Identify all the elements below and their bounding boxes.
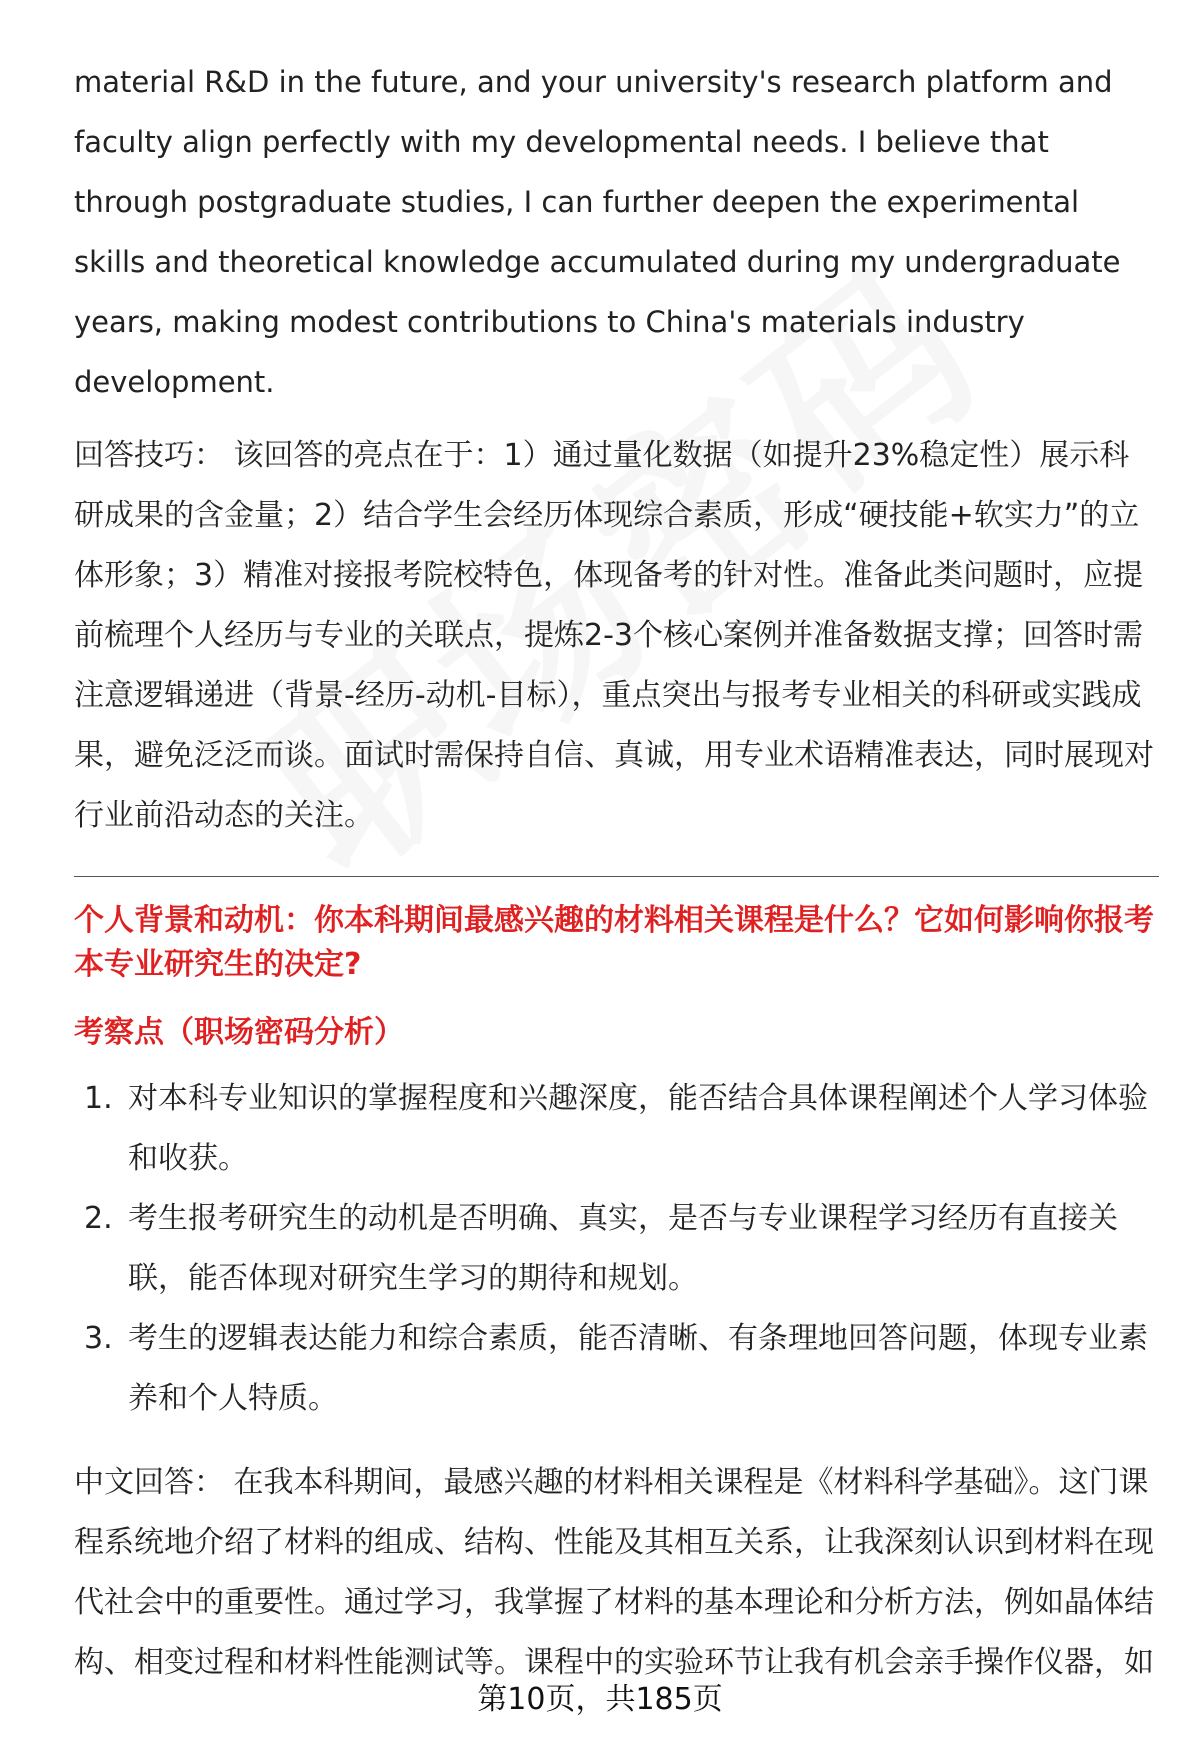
list-item-number: 3. <box>84 1321 113 1356</box>
chinese-answer-paragraph: 中文回答： 在我本科期间，最感兴趣的材料相关课程是《材料科学基础》。这门课程系统地介绍了材料的组成、结构、性能及其相互关系，让我深刻认识到材料在现代社会中的重要性。通过学习，我掌握了材料的基本理论和分析方法，例如晶体结构、相变过程和材料性能测试等。课程中的实验环节让我有机会亲手操作仪器，如 <box>74 1465 1154 1680</box>
list-item <box>74 1189 1159 1309</box>
list-item-text: 对本科专业知识的掌握程度和兴趣深度，能否结合具体课程阐述个人学习体验和收获。 <box>128 1081 1148 1176</box>
exam-points-list <box>74 1069 1159 1429</box>
exam-points-title: 考察点（职场密码分析） <box>74 1015 404 1050</box>
english-answer-paragraph: material R&D in the future, and your university's research platform and faculty align perfectly with my developmental needs. I believe that through postgraduate studies, I can further deepen the experimental skills and theoretical knowledge accumulated during my undergraduate years, making modest contributions to China's materials industry development. <box>74 65 1121 399</box>
list-item-text: 考生报考研究生的动机是否明确、真实，是否与专业课程学习经历有直接关联，能否体现对研究生学习的期待和规划。 <box>128 1201 1118 1296</box>
list-item <box>74 1309 1159 1429</box>
page-content <box>74 52 1159 1693</box>
list-item <box>74 1069 1159 1189</box>
list-item-number: 2. <box>84 1201 113 1236</box>
list-item-text: 考生的逻辑表达能力和综合素质，能否清晰、有条理地回答问题，体现专业素养和个人特质。 <box>128 1321 1148 1416</box>
question-heading: 个人背景和动机：你本科期间最感兴趣的材料相关课程是什么？它如何影响你报考本专业研究生的决定? <box>74 903 1154 982</box>
list-item-number: 1. <box>84 1081 113 1116</box>
answer-tips-paragraph: 回答技巧： 该回答的亮点在于：1）通过量化数据（如提升23%稳定性）展示科研成果的含金量；2）结合学生会经历体现综合素质，形成“硬技能+软实力”的立体形象；3）精准对接报考院校特色，体现备考的针对性。准备此类问题时，应提前梳理个人经历与专业的关联点，提炼2-3个核心案例并准备数据支撑；回答时需注意逻辑递进（背景-经历-动机-目标），重点突出与报考专业相关的科研或实践成果，避免泛泛而谈。面试时需保持自信、真诚，用专业术语精准表达，同时展现对行业前沿动态的关注。 <box>74 438 1154 833</box>
section-divider <box>74 876 1159 877</box>
page-number-footer: 第10页，共185页 <box>477 1682 723 1717</box>
